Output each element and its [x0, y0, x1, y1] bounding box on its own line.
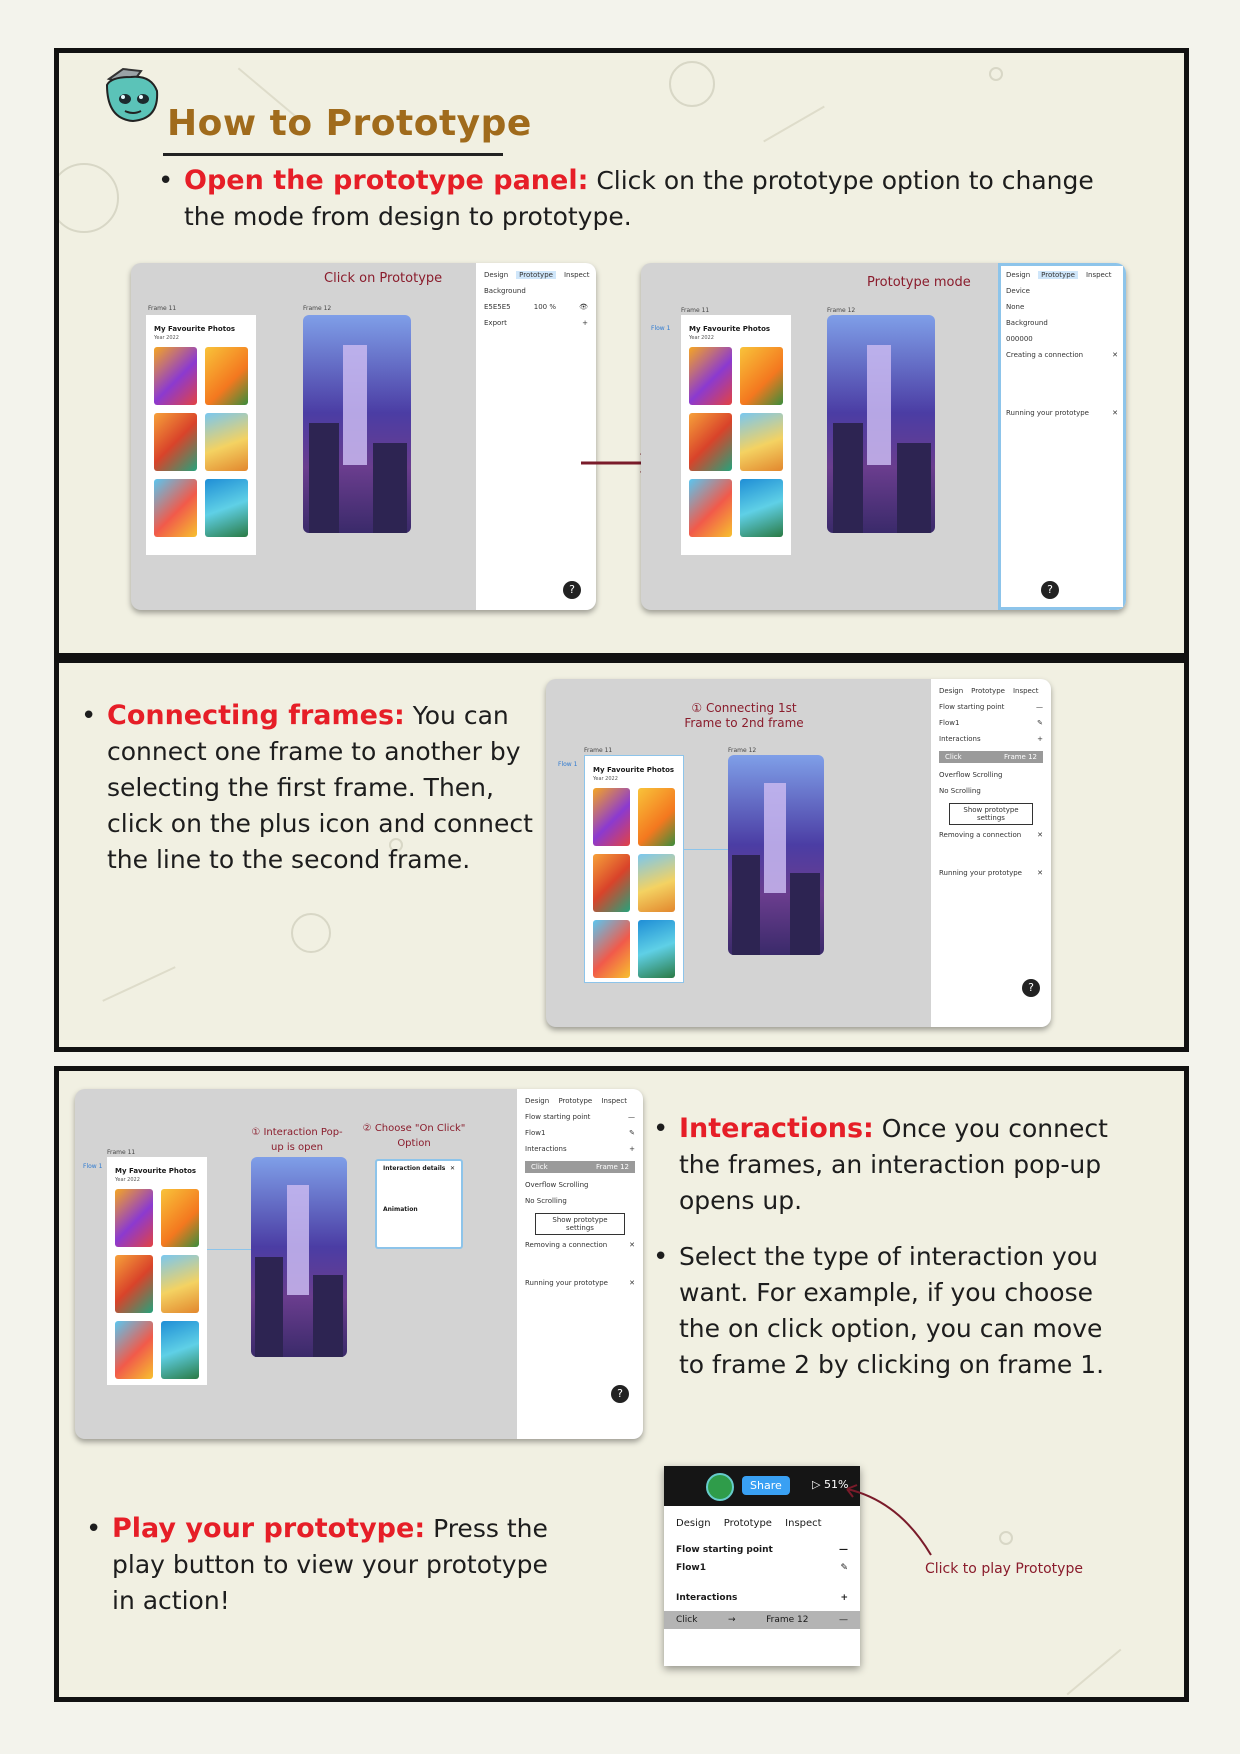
interactions-row [664, 1589, 860, 1607]
running-row [525, 1279, 635, 1287]
avatar[interactable] [706, 1473, 734, 1501]
bg-color-value[interactable]: 000000 [1006, 335, 1033, 343]
plus-icon[interactable]: + [582, 319, 588, 327]
bullet-heading: Play your prototype: [112, 1513, 426, 1544]
building-shape [732, 855, 760, 955]
export-label: Export [484, 319, 507, 327]
panel-tabs [939, 687, 1043, 695]
background-row [1006, 335, 1118, 343]
thumb-grid [585, 788, 683, 978]
help-text-block [1006, 367, 1118, 407]
gallery-subtitle: Year 2022 [689, 335, 714, 341]
decor-line [102, 966, 175, 1002]
eye-icon[interactable]: 👁 [579, 303, 588, 311]
interaction-click-bar[interactable] [525, 1161, 635, 1173]
play-toolbar [664, 1466, 860, 1506]
thumbnail [205, 479, 248, 537]
building-shape [255, 1257, 283, 1357]
design-side-panel [476, 263, 596, 610]
interaction-click-bar[interactable] [939, 751, 1043, 763]
frame-label: Frame 12 [728, 747, 757, 754]
minus-icon[interactable]: — [839, 1545, 848, 1555]
city-illustration [303, 315, 411, 533]
thumbnail [638, 854, 675, 912]
annotation-choose-onclick: ② Choose "On Click" Option [362, 1123, 466, 1149]
help-icon[interactable]: ? [611, 1385, 629, 1403]
curved-arrow-icon [839, 1481, 939, 1561]
thumbnail [205, 347, 248, 405]
bg-color-value[interactable]: E5E5E5 [484, 303, 511, 311]
scrolling-select[interactable] [525, 1197, 635, 1205]
bullet-dot: • [158, 166, 174, 196]
background-text: Background [484, 287, 526, 295]
interactions-label: Interactions [939, 735, 981, 743]
screenshot-prototype-mode [641, 263, 1126, 610]
prototype-side-panel [931, 679, 1051, 1027]
panel-tabs [1006, 271, 1118, 279]
close-icon[interactable]: ✕ [629, 1241, 635, 1249]
click-label: Click [676, 1615, 698, 1625]
removing-row [525, 1241, 635, 1249]
help-icon[interactable]: ? [1041, 581, 1059, 599]
frame-label: Frame 11 [107, 1149, 136, 1156]
decor-line [1067, 1649, 1122, 1696]
thumbnail [115, 1255, 153, 1313]
thumbnail [740, 347, 783, 405]
thumbnail [154, 347, 197, 405]
plus-icon[interactable]: + [840, 1593, 848, 1603]
flow1-label: Flow1 [939, 719, 960, 727]
close-icon[interactable]: ✕ [1112, 409, 1118, 417]
building-shape [790, 873, 820, 955]
flow-label: Flow 1 [651, 325, 671, 332]
bullet-connecting-frames [81, 698, 547, 878]
plus-icon[interactable]: + [629, 1145, 635, 1153]
thumbnail [593, 920, 630, 978]
annotation-click-play: Click to play Prototype [925, 1561, 1083, 1577]
flow-start-row [525, 1113, 635, 1121]
help-icon[interactable]: ? [1022, 979, 1040, 997]
thumbnail [154, 413, 197, 471]
interactions-label: Interactions [676, 1593, 738, 1603]
bullet-play-prototype [86, 1511, 562, 1619]
show-settings-button[interactable]: Show prototype settings [949, 803, 1033, 825]
tower-shape [764, 783, 786, 893]
zoom-level[interactable]: 51% [823, 1478, 849, 1491]
thumbnail [740, 479, 783, 537]
close-icon[interactable]: ✕ [629, 1279, 635, 1287]
flow-label: Flow 1 [83, 1163, 103, 1170]
thumb-grid [146, 347, 256, 537]
thumbnail [740, 413, 783, 471]
tab-prototype[interactable]: Prototype [971, 687, 1005, 695]
decor-circle [989, 67, 1003, 81]
tab-inspect[interactable]: Inspect [785, 1518, 822, 1529]
target-frame: Frame 12 [766, 1615, 809, 1625]
bg-opacity[interactable]: 100 % [533, 303, 556, 311]
thumbnail [161, 1255, 199, 1313]
tab-inspect[interactable]: Inspect [601, 1097, 627, 1105]
frame-label: Frame 11 [681, 307, 710, 314]
decor-line [763, 106, 825, 143]
panel-tabs [525, 1097, 635, 1105]
gallery-frame [107, 1157, 207, 1385]
prototype-side-panel [998, 263, 1126, 610]
tab-prototype[interactable]: Prototype [723, 1518, 772, 1529]
thumbnail [115, 1189, 153, 1247]
tower-shape [867, 345, 891, 465]
bullet-heading: Connecting frames: [107, 700, 405, 731]
thumbnail [205, 413, 248, 471]
help-text-block [525, 1257, 635, 1277]
target-frame: Frame 12 [596, 1163, 629, 1171]
thumbnail [689, 347, 732, 405]
bullet-interactions [653, 1111, 1149, 1219]
title-underline [163, 153, 503, 156]
thumbnail [689, 479, 732, 537]
device-select[interactable] [1006, 303, 1118, 311]
running-row [1006, 409, 1118, 417]
bullet-dot: • [653, 1242, 669, 1272]
gallery-frame [681, 315, 791, 555]
popup-title: Interaction details [383, 1165, 446, 1172]
interaction-click-bar[interactable] [664, 1611, 860, 1629]
thumbnail [161, 1321, 199, 1379]
building-shape [309, 423, 339, 533]
decor-circle [999, 1531, 1013, 1545]
target-frame: Frame 12 [1004, 753, 1037, 761]
thumbnail [638, 920, 675, 978]
overflow-row [525, 1181, 635, 1189]
close-icon[interactable]: ✕ [1037, 831, 1043, 839]
bullet-body: Select the type of interaction you want. For example, if you choose the on click option, you can move to frame 2 by clicking on frame 1. [679, 1242, 1105, 1379]
city-illustration [728, 755, 824, 955]
annotation-prototype-mode: Prototype mode [867, 275, 971, 290]
tab-prototype[interactable]: Prototype [516, 271, 556, 279]
tab-inspect[interactable]: Inspect [1085, 271, 1112, 279]
thumbnail [161, 1189, 199, 1247]
annotation-popup-open: ① Interaction Pop-up is open [251, 1127, 343, 1153]
page-title: How to Prototype [167, 103, 532, 144]
screenshot-design-mode [131, 263, 596, 610]
bullet-heading: Interactions: [679, 1113, 874, 1144]
flow-start-row [939, 703, 1043, 711]
interactions-label: Interactions [525, 1145, 567, 1153]
bullet-body: You can connect one frame to another by selecting the first frame. Then, click on the plus icon and connect the line to the second frame. [107, 701, 533, 874]
help-text-block [939, 847, 1043, 867]
bullet-dot: • [653, 1114, 669, 1144]
building-shape [313, 1275, 343, 1357]
gallery-title: My Favourite Photos [115, 1167, 197, 1175]
connection-line [684, 849, 728, 850]
tower-shape [287, 1185, 309, 1295]
gallery-subtitle: Year 2022 [593, 776, 618, 782]
flow1-label: Flow1 [676, 1563, 706, 1573]
gallery-title: My Favourite Photos [154, 325, 236, 333]
device-text: Device [1006, 287, 1030, 295]
thumbnail [689, 413, 732, 471]
interactions-row [939, 735, 1043, 743]
help-icon[interactable]: ? [563, 581, 581, 599]
decor-circle [291, 913, 331, 953]
decor-circle [669, 61, 715, 107]
play-panel-mock [664, 1466, 860, 1666]
flow-start-label: Flow starting point [676, 1545, 773, 1555]
frame-label: Frame 11 [148, 305, 177, 312]
thumbnail [638, 788, 675, 846]
tab-design[interactable]: Design [1006, 271, 1031, 279]
bullet-heading: Open the prototype panel: [184, 165, 589, 196]
creating-connection-row [1006, 351, 1118, 359]
screenshot-connecting [546, 679, 1051, 1027]
panel-open-prototype [54, 48, 1189, 658]
background-text: Background [1006, 319, 1048, 327]
tab-design[interactable]: Design [484, 271, 509, 279]
export-row [484, 319, 588, 327]
removing-label: Removing a connection [939, 831, 1022, 839]
running-row [939, 869, 1043, 877]
panel-interactions [54, 1066, 1189, 1702]
show-settings-button[interactable]: Show prototype settings [535, 1213, 625, 1235]
city-illustration [251, 1157, 347, 1357]
annotation-click-prototype: Click on Prototype [324, 271, 443, 286]
scrolling-value[interactable]: No Scrolling [525, 1197, 567, 1205]
background-label [1006, 319, 1118, 327]
close-icon[interactable]: ✕ [449, 1165, 455, 1172]
tab-prototype[interactable]: Prototype [558, 1097, 593, 1105]
running-label: Running your prototype [525, 1279, 608, 1287]
share-button[interactable]: Share [742, 1476, 790, 1495]
bullet-body: Click on the prototype option to change the mode from design to prototype. [184, 166, 1094, 231]
tab-inspect[interactable]: Inspect [1012, 687, 1039, 695]
flow1-row [525, 1129, 635, 1137]
frame-label: Frame 12 [827, 307, 856, 314]
bullet-select-type [653, 1239, 1129, 1383]
flow-start-label: Flow starting point [939, 703, 1005, 711]
tab-prototype[interactable]: Prototype [1038, 271, 1078, 279]
edit-icon[interactable]: ✎ [629, 1129, 635, 1137]
removing-label: Removing a connection [525, 1241, 608, 1249]
thumbnail [593, 788, 630, 846]
panel-tabs [484, 271, 588, 279]
building-shape [897, 443, 931, 533]
decor-circle [54, 163, 119, 233]
flow1-label: Flow1 [525, 1129, 546, 1137]
mascot-robot-icon [101, 65, 167, 131]
interactions-row [525, 1145, 635, 1153]
removing-row [939, 831, 1043, 839]
gallery-title: My Favourite Photos [593, 766, 675, 774]
minus-icon[interactable]: — [1036, 703, 1043, 711]
flow1-row [664, 1559, 860, 1577]
bullet-body: Once you connect the frames, an interaction pop-up opens up. [679, 1114, 1108, 1215]
device-value[interactable]: None [1006, 303, 1025, 311]
running-label: Running your prototype [939, 869, 1022, 877]
interaction-details-popup[interactable] [375, 1159, 463, 1249]
scrolling-select[interactable] [939, 787, 1043, 795]
bullet-dot: • [81, 701, 97, 731]
bullet-dot: • [86, 1514, 102, 1544]
arrow-icon: → [728, 1615, 736, 1625]
thumbnail [593, 854, 630, 912]
popup-header [383, 1165, 455, 1172]
bullet-body: Press the play button to view your prototype in action! [112, 1514, 548, 1615]
plus-icon[interactable]: + [1037, 735, 1043, 743]
scrolling-value[interactable]: No Scrolling [939, 787, 981, 795]
tab-inspect[interactable]: Inspect [563, 271, 590, 279]
edit-icon[interactable]: ✎ [840, 1563, 848, 1573]
connection-line [207, 1249, 251, 1250]
tab-design[interactable]: Design [939, 687, 964, 695]
minus-icon[interactable]: — [839, 1615, 848, 1625]
gallery-frame [146, 315, 256, 555]
flow-label: Flow 1 [558, 761, 578, 768]
play-tabs [664, 1506, 860, 1541]
creating-connection-label: Creating a connection [1006, 351, 1084, 359]
overflow-label: Overflow Scrolling [939, 771, 1003, 779]
gallery-title: My Favourite Photos [689, 325, 771, 333]
close-icon[interactable]: ✕ [1037, 869, 1043, 877]
thumbnail [115, 1321, 153, 1379]
annotation-connecting: ① Connecting 1st Frame to 2nd frame [684, 701, 804, 730]
bullet-open-panel [158, 163, 1104, 235]
overflow-label: Overflow Scrolling [525, 1181, 589, 1189]
animation-label: Animation [383, 1206, 418, 1213]
tower-shape [343, 345, 367, 465]
gallery-subtitle: Year 2022 [154, 335, 179, 341]
gallery-frame [584, 755, 684, 983]
frame-label: Frame 11 [584, 747, 613, 754]
frame-label: Frame 12 [303, 305, 332, 312]
city-illustration [827, 315, 935, 533]
tab-design[interactable]: Design [676, 1518, 711, 1529]
background-row [484, 303, 588, 311]
overflow-row [939, 771, 1043, 779]
flow1-row [939, 719, 1043, 727]
click-label: Click [945, 753, 962, 761]
running-label: Running your prototype [1006, 409, 1089, 417]
building-shape [373, 443, 407, 533]
thumb-grid [107, 1189, 207, 1379]
panel-connecting-frames [54, 658, 1189, 1052]
tab-design[interactable]: Design [525, 1097, 550, 1105]
device-label [1006, 287, 1118, 295]
click-label: Click [531, 1163, 548, 1171]
play-icon[interactable]: ▷ [812, 1478, 821, 1491]
edit-icon[interactable]: ✎ [1037, 719, 1043, 727]
minus-icon[interactable]: — [628, 1113, 635, 1121]
close-icon[interactable]: ✕ [1112, 351, 1118, 359]
flow-start-label: Flow starting point [525, 1113, 591, 1121]
background-label [484, 287, 588, 295]
gallery-subtitle: Year 2022 [115, 1177, 140, 1183]
flow-start-row [664, 1541, 860, 1559]
thumbnail [154, 479, 197, 537]
thumb-grid [681, 347, 791, 537]
building-shape [833, 423, 863, 533]
